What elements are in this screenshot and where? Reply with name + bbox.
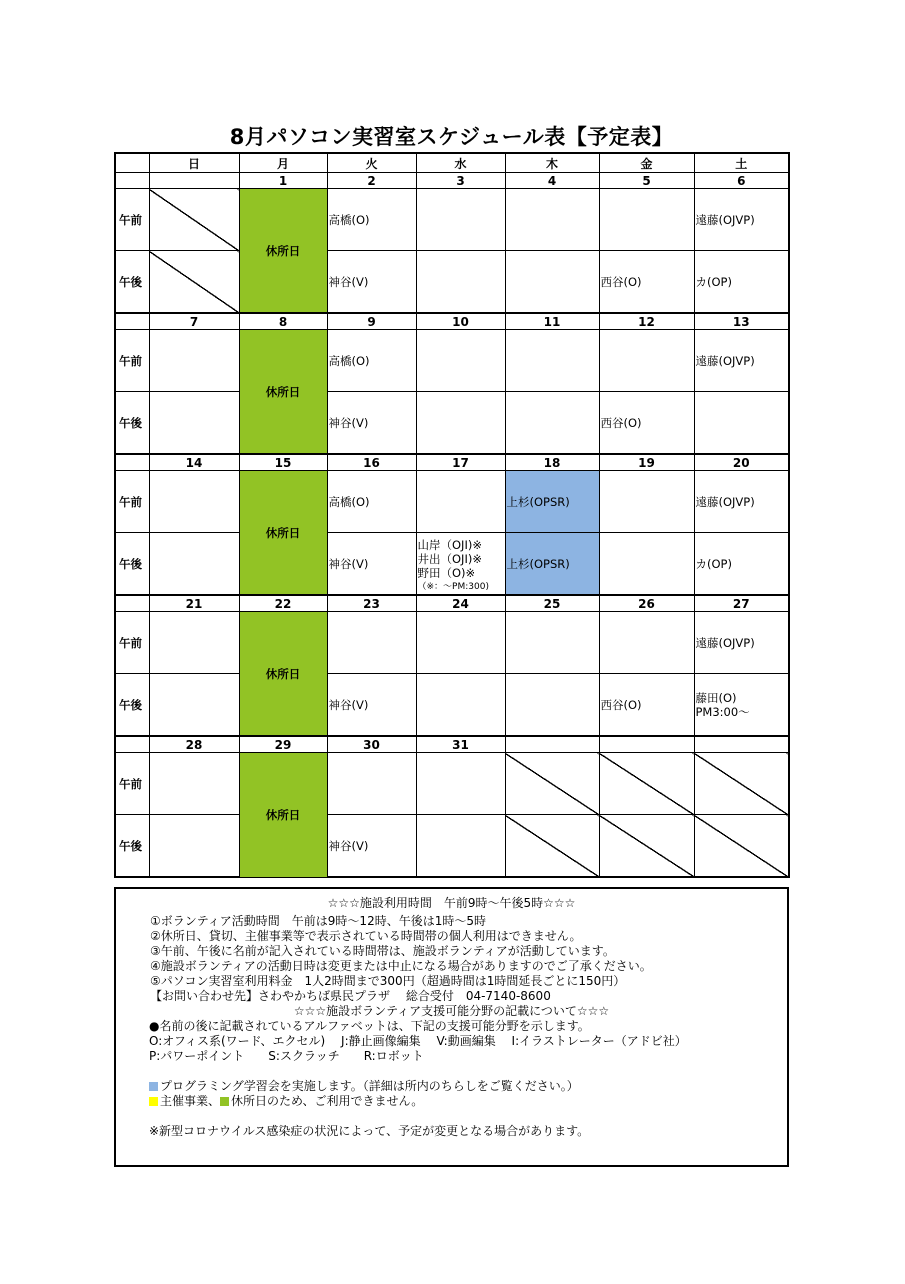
pm-row — [115, 533, 789, 596]
date-cell — [505, 736, 599, 753]
programming-session-cell: 上杉(OPSR) — [505, 533, 599, 596]
pm-row — [115, 674, 789, 737]
schedule-cell — [416, 471, 505, 533]
volunteer-entry: 井出（OJI)※ — [417, 552, 482, 566]
support-heading: ☆☆☆施設ボランティア支援可能分野の記載について☆☆☆ — [293, 1004, 610, 1018]
unavailable-cell — [694, 753, 789, 815]
volunteer-entry: 野田（O)※ — [417, 566, 476, 580]
legend-text: 休所日のため、ご利用できません。 — [231, 1094, 424, 1108]
date-cell: 14 — [149, 454, 239, 471]
schedule-cell — [694, 674, 789, 737]
date-cell: 25 — [505, 595, 599, 612]
date-cell — [694, 736, 789, 753]
am-label: 午前 — [115, 471, 149, 533]
date-cell: 13 — [694, 313, 789, 330]
date-cell: 31 — [416, 736, 505, 753]
schedule-cell — [505, 189, 599, 251]
date-cell: 26 — [599, 595, 694, 612]
am-row — [115, 471, 789, 533]
date-row — [115, 736, 789, 753]
unavailable-cell — [694, 815, 789, 878]
schedule-cell — [505, 674, 599, 737]
pm-row — [115, 392, 789, 455]
schedule-cell — [416, 753, 505, 815]
day-header: 日 — [149, 153, 239, 173]
schedule-cell — [599, 612, 694, 674]
schedule-cell — [149, 674, 239, 737]
schedule-cell — [505, 330, 599, 392]
day-header: 木 — [505, 153, 599, 173]
schedule-cell: 遠藤(OJVP) — [694, 189, 789, 251]
date-row — [115, 313, 789, 330]
schedule-cell — [416, 251, 505, 314]
note-line: ③午前、午後に名前が記入されている時間帯は、施設ボランティアが活動しています。 — [150, 944, 615, 958]
schedule-cell — [149, 815, 239, 878]
schedule-cell: 西谷(O) — [599, 251, 694, 314]
am-label: 午前 — [115, 612, 149, 674]
green-swatch — [220, 1097, 229, 1106]
unavailable-cell — [505, 753, 599, 815]
schedule-cell — [149, 392, 239, 455]
date-cell — [599, 736, 694, 753]
day-header: 月 — [239, 153, 327, 173]
legend-text: 主催事業、 — [160, 1094, 221, 1108]
date-cell — [149, 173, 239, 189]
schedule-cell — [416, 189, 505, 251]
am-row — [115, 612, 789, 674]
date-cell: 17 — [416, 454, 505, 471]
weekday-header-row — [115, 153, 789, 173]
closed-day-cell: 休所日 — [239, 612, 327, 737]
schedule-cell: 神谷(V) — [327, 674, 416, 737]
am-row — [115, 753, 789, 815]
date-cell: 3 — [416, 173, 505, 189]
date-cell: 27 — [694, 595, 789, 612]
date-cell: 18 — [505, 454, 599, 471]
date-cell: 4 — [505, 173, 599, 189]
schedule-cell: 遠藤(OJVP) — [694, 612, 789, 674]
schedule-cell: カ(OP) — [694, 533, 789, 596]
date-cell: 10 — [416, 313, 505, 330]
unavailable-cell — [149, 189, 239, 251]
schedule-cell — [505, 612, 599, 674]
date-cell: 16 — [327, 454, 416, 471]
schedule-cell: 高橋(O) — [327, 471, 416, 533]
schedule-cell: 神谷(V) — [327, 533, 416, 596]
schedule-cell — [599, 330, 694, 392]
date-cell: 6 — [694, 173, 789, 189]
support-codes: O:オフィス系(ワード、エクセル) J:静止画像編集 V:動画編集 I:イラストレーター（アドビ社） — [149, 1034, 687, 1048]
pm-label: 午後 — [115, 251, 149, 314]
unavailable-cell — [599, 815, 694, 878]
pm-row — [115, 815, 789, 878]
pm-label: 午後 — [115, 674, 149, 737]
schedule-cell — [599, 189, 694, 251]
date-cell: 30 — [327, 736, 416, 753]
notes-box — [114, 887, 789, 1167]
legend-unavailable — [116, 1094, 787, 1109]
volunteer-entry: 藤田(O) — [695, 690, 737, 705]
schedule-cell — [149, 753, 239, 815]
schedule-table — [114, 152, 790, 878]
schedule-cell: 西谷(O) — [599, 392, 694, 455]
schedule-cell — [694, 392, 789, 455]
legend-programming — [116, 1079, 787, 1094]
schedule-cell: 神谷(V) — [327, 392, 416, 455]
date-cell: 2 — [327, 173, 416, 189]
schedule-cell — [416, 392, 505, 455]
contact-line: 【お問い合わせ先】さわやかちば県民プラザ 総合受付 04-7140-8600 — [150, 989, 551, 1003]
day-header: 土 — [694, 153, 789, 173]
date-cell: 20 — [694, 454, 789, 471]
date-cell: 11 — [505, 313, 599, 330]
volunteer-entry: 山岸（OJI)※ — [417, 538, 482, 552]
support-description: ●名前の後に記載されているアルファベットは、下記の支援可能分野を示します。 — [149, 1019, 590, 1033]
schedule-cell: 高橋(O) — [327, 189, 416, 251]
schedule-cell — [505, 251, 599, 314]
pm-label: 午後 — [115, 815, 149, 878]
date-cell: 8 — [239, 313, 327, 330]
date-cell: 19 — [599, 454, 694, 471]
schedule-cell — [416, 674, 505, 737]
date-cell: 23 — [327, 595, 416, 612]
schedule-cell: 遠藤(OJVP) — [694, 471, 789, 533]
note-line: ④施設ボランティアの活動日時は変更または中止になる場合がありますのでご了承ください。 — [150, 959, 652, 973]
page-title: 8月パソコン実習室スケジュール表【予定表】 — [229, 125, 674, 149]
programming-session-cell: 上杉(OPSR) — [505, 471, 599, 533]
date-cell: 5 — [599, 173, 694, 189]
closed-day-cell: 休所日 — [239, 471, 327, 596]
schedule-cell — [599, 533, 694, 596]
schedule-cell — [149, 471, 239, 533]
unavailable-cell — [149, 251, 239, 314]
note-line: ②休所日、貸切、主催事業等で表示されている時間帯の個人利用はできません。 — [150, 929, 582, 943]
date-cell: 24 — [416, 595, 505, 612]
am-row — [115, 330, 789, 392]
schedule-cell — [149, 330, 239, 392]
day-header: 金 — [599, 153, 694, 173]
schedule-cell: 西谷(O) — [599, 674, 694, 737]
closed-day-cell: 休所日 — [239, 330, 327, 455]
date-row — [115, 595, 789, 612]
legend-text: プログラミング学習会を実施します。（詳細は所内のちらしをご覧ください。） — [160, 1079, 579, 1093]
schedule-cell — [416, 612, 505, 674]
date-cell: 22 — [239, 595, 327, 612]
schedule-cell: 神谷(V) — [327, 251, 416, 314]
am-label: 午前 — [115, 330, 149, 392]
schedule-cell — [327, 612, 416, 674]
schedule-cell — [505, 392, 599, 455]
date-cell: 29 — [239, 736, 327, 753]
date-row — [115, 454, 789, 471]
pm-row — [115, 251, 789, 314]
date-row — [115, 173, 789, 189]
day-header: 水 — [416, 153, 505, 173]
schedule-cell — [599, 471, 694, 533]
corner-cell — [115, 153, 149, 173]
time-note: （※：～PM:300) — [417, 582, 489, 592]
note-line: ⑤パソコン実習室利用料金 1人2時間まで300円（超過時間は1時間延長ごとに150円） — [150, 974, 626, 988]
covid-notice: ※新型コロナウイルス感染症の状況によって、予定が変更となる場合があります。 — [149, 1124, 590, 1138]
schedule-cell — [416, 330, 505, 392]
schedule-cell: カ(OP) — [694, 251, 789, 314]
time-note: PM3:00～ — [695, 704, 750, 719]
schedule-cell: 遠藤(OJVP) — [694, 330, 789, 392]
schedule-cell — [149, 533, 239, 596]
date-cell: 12 — [599, 313, 694, 330]
date-cell: 28 — [149, 736, 239, 753]
closed-day-cell: 休所日 — [239, 753, 327, 878]
am-label: 午前 — [115, 753, 149, 815]
date-cell: 15 — [239, 454, 327, 471]
unavailable-cell — [505, 815, 599, 878]
multi-volunteer-cell — [416, 533, 505, 596]
hours-heading: ☆☆☆施設利用時間 午前9時～午後5時☆☆☆ — [327, 896, 576, 910]
schedule-cell — [416, 815, 505, 878]
note-line: ①ボランティア活動時間 午前は9時～12時、午後は1時～5時 — [150, 914, 486, 928]
am-label: 午前 — [115, 189, 149, 251]
blue-swatch — [149, 1082, 158, 1091]
yellow-swatch — [149, 1097, 158, 1106]
day-header: 火 — [327, 153, 416, 173]
unavailable-cell — [599, 753, 694, 815]
date-cell: 1 — [239, 173, 327, 189]
pm-label: 午後 — [115, 533, 149, 596]
closed-day-cell: 休所日 — [239, 189, 327, 314]
support-codes: P:パワーポイント S:スクラッチ R:ロボット — [149, 1049, 424, 1063]
date-cell: 7 — [149, 313, 239, 330]
am-row — [115, 189, 789, 251]
pm-label: 午後 — [115, 392, 149, 455]
schedule-cell: 高橋(O) — [327, 330, 416, 392]
schedule-cell — [327, 753, 416, 815]
date-cell: 21 — [149, 595, 239, 612]
schedule-cell — [149, 612, 239, 674]
date-cell: 9 — [327, 313, 416, 330]
schedule-cell: 神谷(V) — [327, 815, 416, 878]
